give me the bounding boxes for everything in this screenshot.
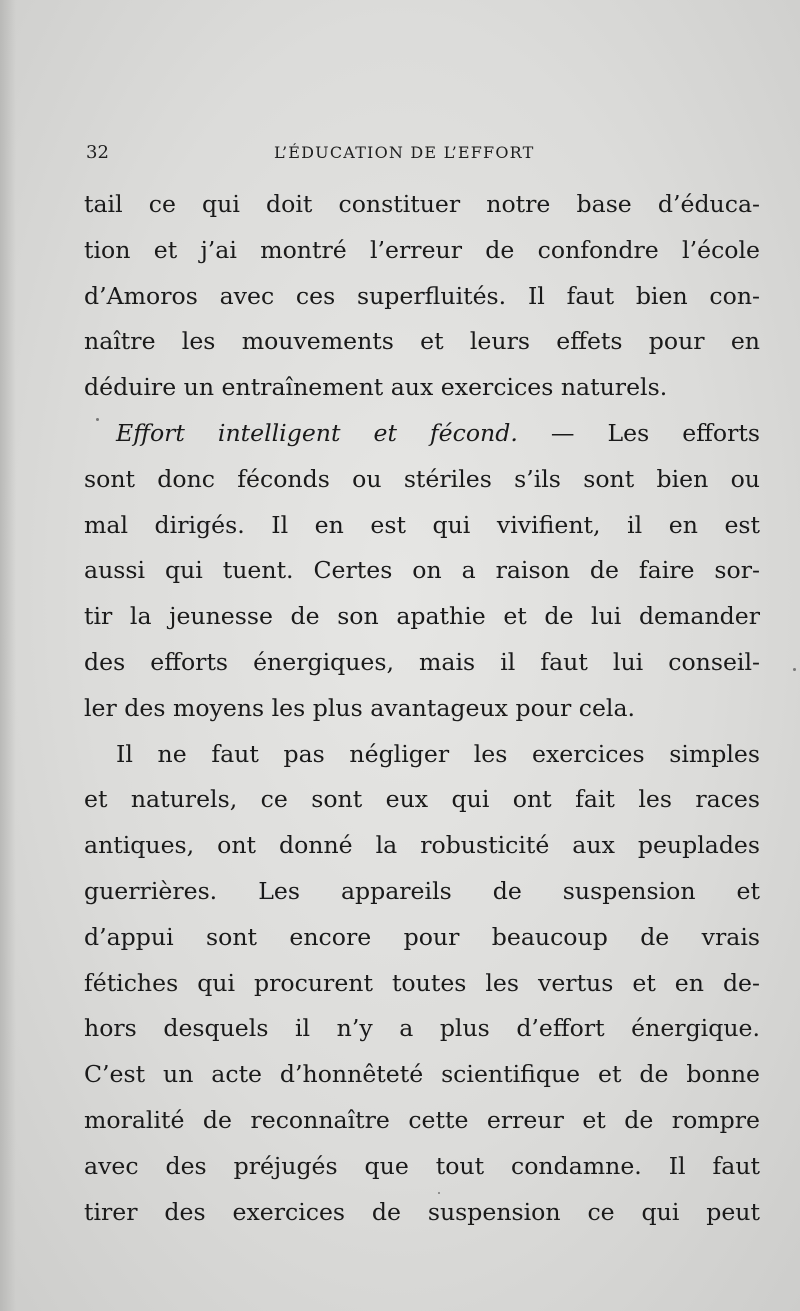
text-line: moralité de reconnaître cette erreur et de rompre: [84, 1105, 760, 1134]
text-line: tir la jeunesse de son apathie et de lui demander: [84, 602, 760, 631]
text-line: tion et j’ai montré l’erreur de confondre l’école: [84, 235, 760, 264]
text-line: mal dirigés. Il en est qui vivifient, il en est: [84, 510, 760, 539]
section-dash: —: [550, 418, 575, 447]
text-line: naître les mouvements et leurs effets pour en: [84, 327, 760, 356]
text-line: sont donc féconds ou stériles s’ils sont bien ou: [84, 464, 760, 493]
text-line: guerrières. Les appareils de suspension et: [84, 876, 760, 905]
text-line: des efforts énergiques, mais il faut lui conseil-: [84, 647, 760, 676]
text-line: fétiches qui procurent toutes les vertus et en de-: [84, 968, 760, 997]
page-header: [86, 142, 758, 172]
page-edge-shadow: [0, 0, 16, 1311]
text-line: d’Amoros avec ces superfluités. Il faut bien con-: [84, 281, 760, 310]
text-line: ler des moyens les plus avantageux pour cela.: [84, 693, 636, 722]
paper-speck: [793, 668, 796, 671]
section-heading-line: [84, 411, 760, 457]
text-line: tirer des exercices de suspension ce qui peut: [84, 1197, 760, 1226]
text-line: tail ce qui doit constituer notre base d’éduca-: [84, 190, 760, 218]
text-line: d’appui sont encore pour beaucoup de vrais: [84, 922, 760, 951]
text-line: déduire un entraînement aux exercices naturels.: [84, 373, 668, 402]
text-line: hors desquels il n’y a plus d’effort énergique.: [84, 1014, 760, 1043]
section-heading: Effort intelligent et fécond.: [116, 418, 518, 447]
page-number: 32: [86, 142, 109, 163]
text-line: avec des préjugés que tout condamne. Il faut: [84, 1151, 760, 1180]
text-line: antiques, ont donné la robusticité aux peuplades: [84, 831, 760, 860]
text-line: C’est un acte d’honnêteté scientifique et de bonne: [84, 1060, 760, 1089]
paper-speck: [438, 1192, 440, 1194]
section-lead: Les efforts: [607, 418, 760, 447]
text-line: et naturels, ce sont eux qui ont fait les races: [84, 785, 760, 814]
text-line: Il ne faut pas négliger les exercices simples: [116, 739, 760, 768]
body-text: [84, 182, 760, 1235]
paper-speck: [96, 418, 99, 421]
text-line: aussi qui tuent. Certes on a raison de faire sor-: [84, 556, 760, 585]
running-title: L’ÉDUCATION DE L’EFFORT: [274, 143, 535, 162]
